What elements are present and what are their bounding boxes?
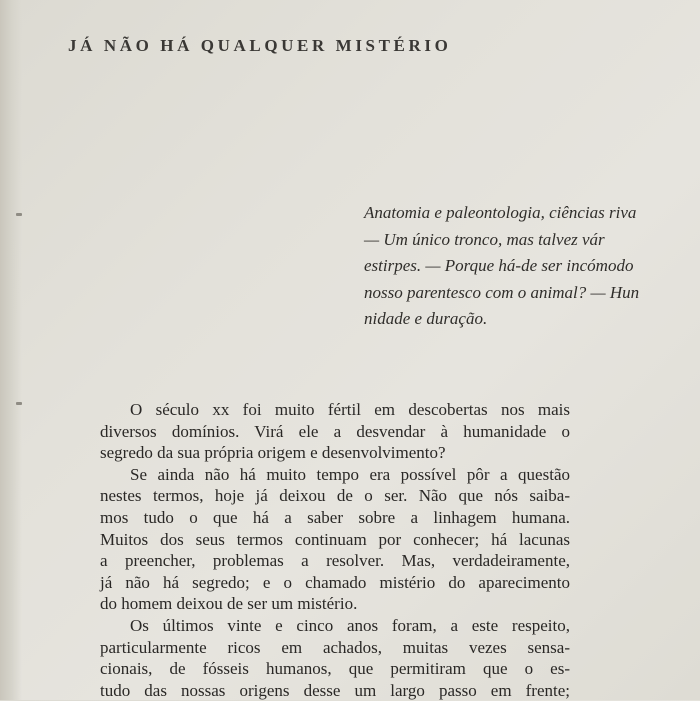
body-line: tudo das nossas origens desse um largo passo em frente;: [100, 680, 570, 700]
body-line: diversos domínios. Virá ele a desvendar à humanidade o: [100, 421, 570, 441]
body-line: já não há segredo; e o chamado mistério do aparecimento: [100, 572, 570, 592]
body-line: segredo da sua própria origem e desenvolvimento?: [100, 443, 446, 463]
body-line: a preencher, problemas a resolver. Mas, verdadeiramente,: [100, 551, 570, 571]
body-line: do homem deixou de ser um mistério.: [100, 594, 358, 614]
summary-line: — Um único tronco, mas talvez vár: [364, 229, 605, 249]
body-text: [100, 399, 570, 701]
summary-line: nidade e duração.: [364, 309, 488, 328]
chapter-summary: [364, 200, 700, 333]
body-line: Se ainda não há muito tempo era possível pôr a questão: [130, 464, 570, 484]
body-line: mos tudo o que há a saber sobre a linhagem humana.: [100, 507, 570, 527]
body-line: Muitos dos seus termos continuam por conhecer; há lacunas: [100, 529, 570, 549]
body-line: Os últimos vinte e cinco anos foram, a este respeito,: [130, 615, 570, 635]
body-line: particularmente ricos em achados, muitas vezes sensa-: [100, 637, 570, 657]
summary-line: estirpes. — Porque há-de ser incómodo: [364, 256, 634, 275]
chapter-title: JÁ NÃO HÁ QUALQUER MISTÉRIO: [68, 36, 452, 55]
body-line: nestes termos, hoje já deixou de o ser. Não que nós saiba-: [100, 486, 570, 506]
summary-line: Anatomia e paleontologia, ciências riva: [364, 203, 637, 222]
binding-mark: [16, 402, 22, 405]
summary-line: nosso parentesco com o animal? — Hun: [364, 282, 640, 302]
body-line: O século xx foi muito fértil em descobertas nos mais: [130, 400, 570, 419]
page-gutter-shadow: [0, 0, 22, 700]
binding-mark: [16, 213, 22, 216]
body-line: cionais, de fósseis humanos, que permitiram que o es-: [100, 659, 570, 679]
